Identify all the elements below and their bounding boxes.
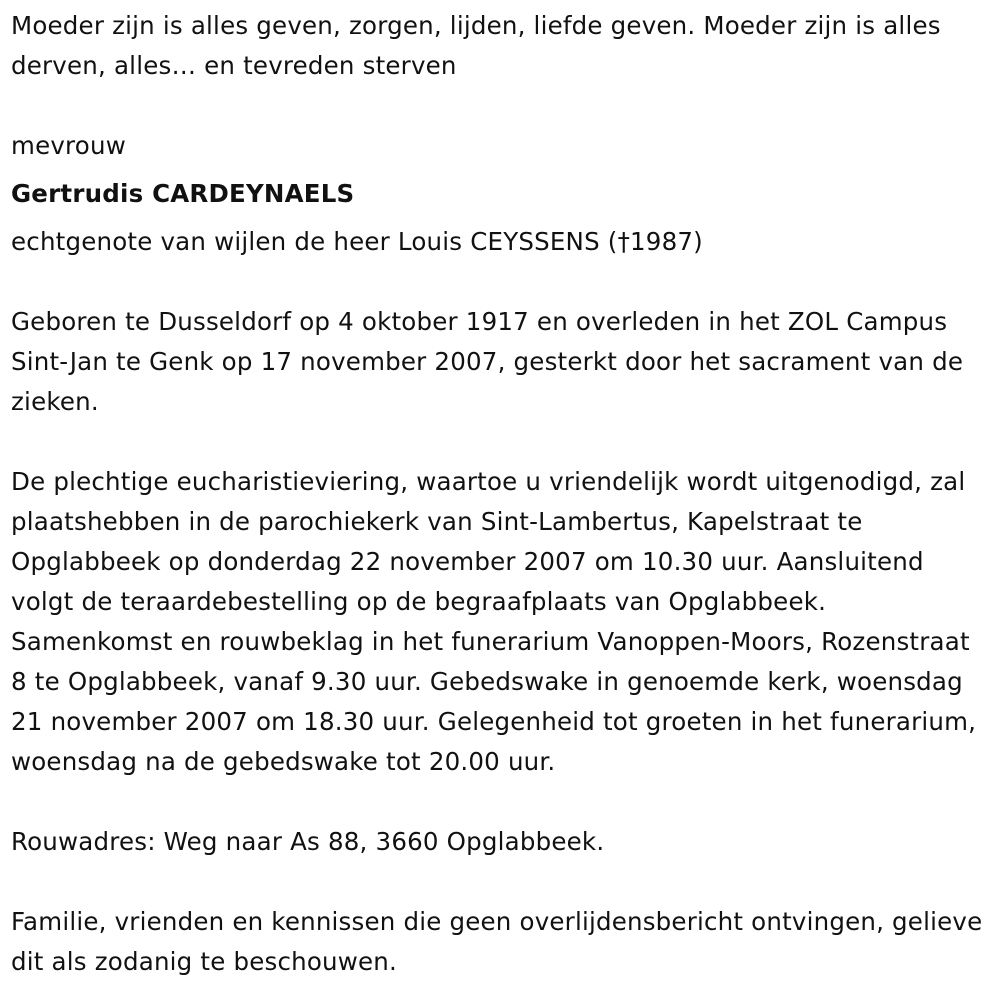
spacer (11, 422, 993, 462)
poem-text: Moeder zijn is alles geven, zorgen, lijden, liefde geven. Moeder zijn is alles derven, alles… en tevreden sterven (11, 11, 941, 80)
ceremony-paragraph: De plechtige eucharistieviering, waartoe u vriendelijk wordt uitgenodigd, zal plaatshebben in de parochiekerk van Sint-Lambertus, Kapelstraat te Opglabbeek op donderdag 22 november 2007 om 10.30 uur. Aansluitend volgt de teraardebestelling op de begraafplaats van Opglabbeek. Samenkomst en rouwbeklag in het funerarium Vanoppen-Moors, Rozenstraat 8 te Opglabbeek, vanaf 9.30 uur. Gebedswake in genoemde kerk, woensdag 21 november 2007 om 18.30 uur. Gelegenheid tot groeten in het funerarium, woensdag na de gebedswake tot 20.00 uur. (11, 467, 977, 776)
spacer (11, 862, 993, 902)
birth-death-paragraph: Geboren te Dusseldorf op 4 oktober 1917 en overleden in het ZOL Campus Sint-Jan te Genk op 17 november 2007, gesterkt door het sacrament van de zieken. (11, 307, 964, 416)
closing-paragraph: Familie, vrienden en kennissen die geen overlijdensbericht ontvingen, gelieve dit als zodanig te beschouwen. (11, 907, 983, 976)
deceased-name: Gertrudis CARDEYNAELS (11, 179, 355, 208)
spacer (11, 782, 993, 822)
spouse-line: echtgenote van wijlen de heer Louis CEYSSENS (†1987) (11, 227, 703, 256)
spacer (11, 262, 993, 302)
obituary-notice (11, 6, 993, 982)
mourning-address: Rouwadres: Weg naar As 88, 3660 Opglabbeek. (11, 827, 605, 856)
spacer (11, 86, 993, 126)
salutation: mevrouw (11, 131, 126, 160)
